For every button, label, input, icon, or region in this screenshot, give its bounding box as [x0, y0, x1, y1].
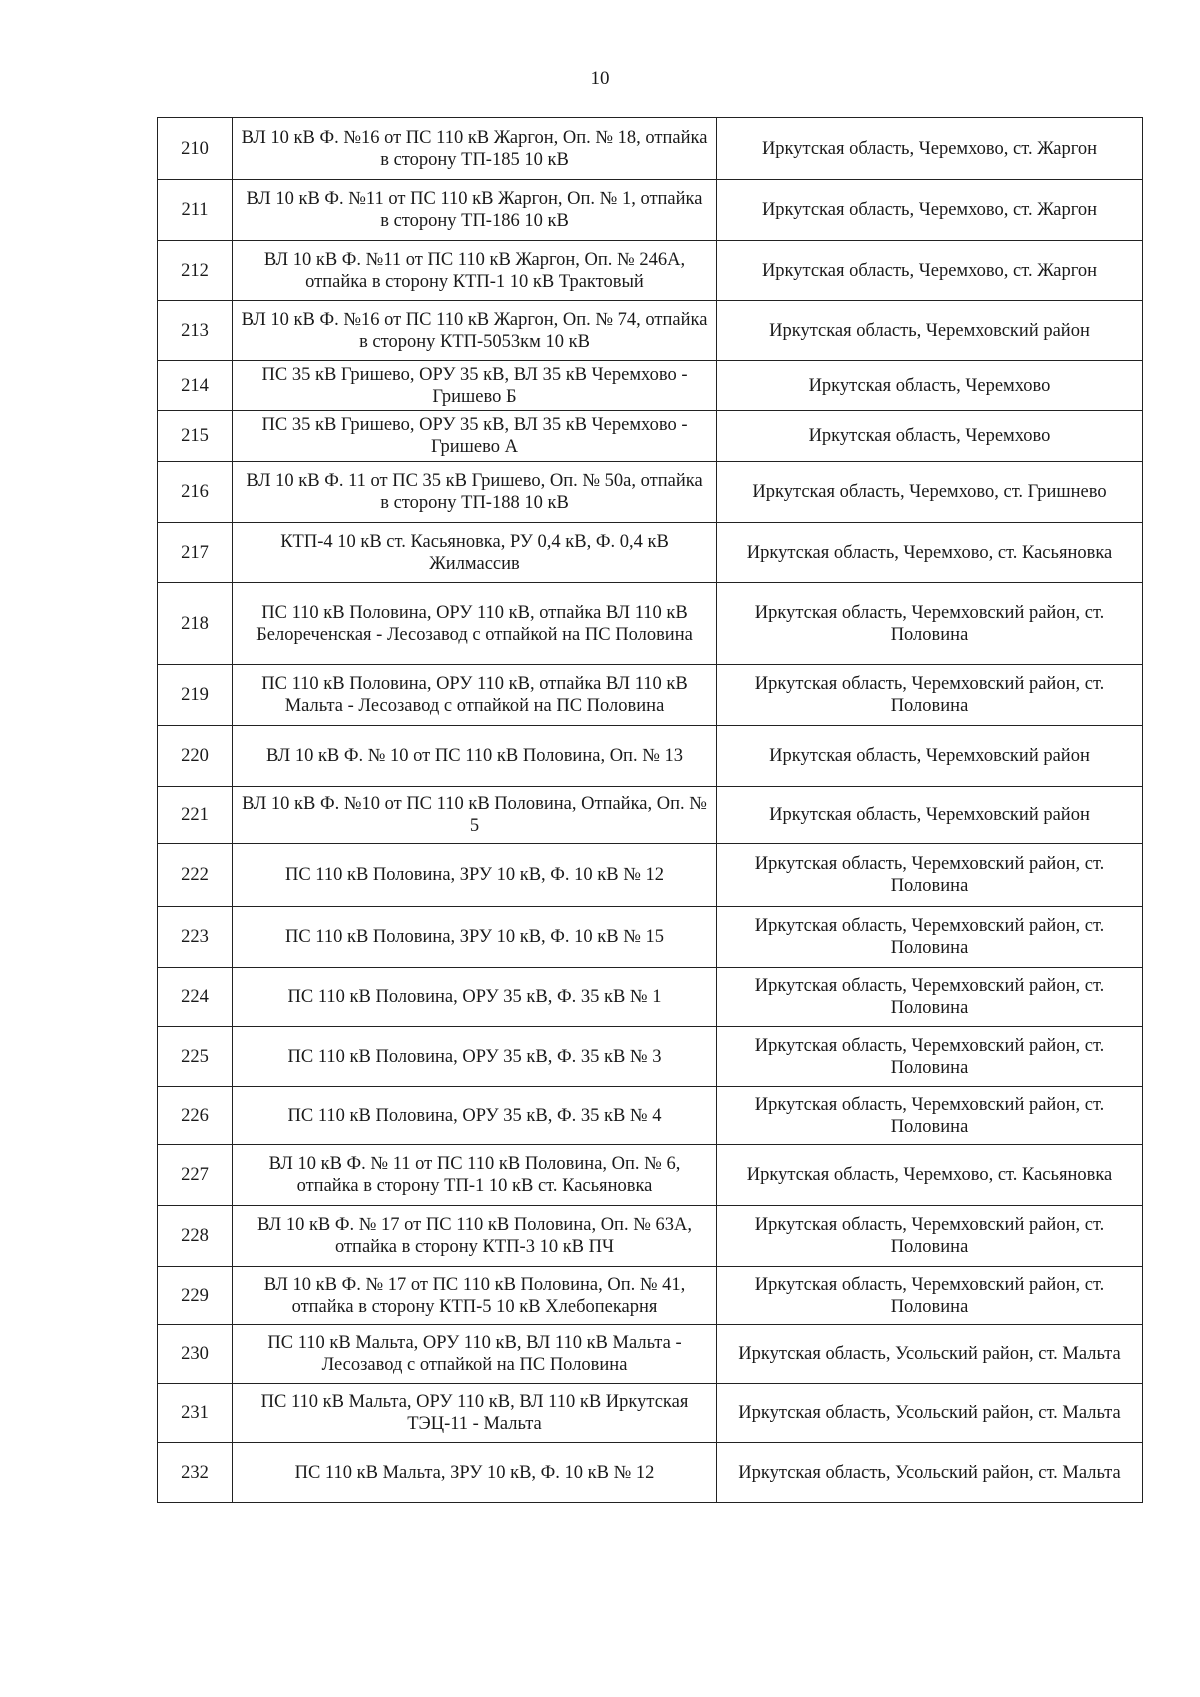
- row-number-cell: 227: [158, 1145, 233, 1206]
- location-cell: Иркутская область, Черемховский район: [717, 726, 1143, 787]
- table-row: [158, 844, 1143, 907]
- object-name-cell: ПС 110 кВ Половина, ЗРУ 10 кВ, Ф. 10 кВ № 12: [233, 844, 717, 907]
- row-number-cell: 210: [158, 118, 233, 180]
- table-row: [158, 1206, 1143, 1267]
- location-cell: Иркутская область, Черемхово, ст. Жаргон: [717, 241, 1143, 301]
- table-row: [158, 462, 1143, 523]
- table-row: [158, 787, 1143, 844]
- table-row: [158, 583, 1143, 665]
- location-cell: Иркутская область, Черемхово, ст. Гришнево: [717, 462, 1143, 523]
- object-name-cell: ПС 110 кВ Половина, ЗРУ 10 кВ, Ф. 10 кВ № 15: [233, 907, 717, 968]
- object-name-cell: ПС 110 кВ Мальта, ОРУ 110 кВ, ВЛ 110 кВ Мальта - Лесозавод с отпайкой на ПС Половина: [233, 1325, 717, 1384]
- object-name-cell: ВЛ 10 кВ Ф. №16 от ПС 110 кВ Жаргон, Оп. № 74, отпайка в сторону КТП-5053км 10 кВ: [233, 301, 717, 361]
- row-number-cell: 229: [158, 1267, 233, 1325]
- table-row: [158, 1267, 1143, 1325]
- location-cell: Иркутская область, Черемховский район, ст. Половина: [717, 1087, 1143, 1145]
- object-name-cell: ВЛ 10 кВ Ф. №16 от ПС 110 кВ Жаргон, Оп. № 18, отпайка в сторону ТП-185 10 кВ: [233, 118, 717, 180]
- location-cell: Иркутская область, Черемхово, ст. Касьяновка: [717, 1145, 1143, 1206]
- object-name-cell: ПС 110 кВ Мальта, ЗРУ 10 кВ, Ф. 10 кВ № 12: [233, 1443, 717, 1503]
- location-cell: Иркутская область, Черемховский район, ст. Половина: [717, 1206, 1143, 1267]
- table-row: [158, 361, 1143, 411]
- location-cell: Иркутская область, Черемховский район, ст. Половина: [717, 968, 1143, 1027]
- object-name-cell: ВЛ 10 кВ Ф. № 11 от ПС 110 кВ Половина, Оп. № 6, отпайка в сторону ТП-1 10 кВ ст. Касьяновка: [233, 1145, 717, 1206]
- table-row: [158, 180, 1143, 241]
- page-number: 10: [590, 68, 610, 89]
- location-cell: Иркутская область, Усольский район, ст. Мальта: [717, 1443, 1143, 1503]
- location-cell: Иркутская область, Усольский район, ст. Мальта: [717, 1384, 1143, 1443]
- object-name-cell: ПС 110 кВ Половина, ОРУ 110 кВ, отпайка ВЛ 110 кВ Белореченская - Лесозавод с отпайкой на ПС Половина: [233, 583, 717, 665]
- location-cell: Иркутская область, Черемхово, ст. Касьяновка: [717, 523, 1143, 583]
- table-row: [158, 1384, 1143, 1443]
- object-name-cell: ПС 110 кВ Половина, ОРУ 35 кВ, Ф. 35 кВ № 1: [233, 968, 717, 1027]
- location-cell: Иркутская область, Черемхово: [717, 361, 1143, 411]
- row-number-cell: 228: [158, 1206, 233, 1267]
- location-cell: Иркутская область, Черемховский район, ст. Половина: [717, 583, 1143, 665]
- object-name-cell: ВЛ 10 кВ Ф. № 17 от ПС 110 кВ Половина, Оп. № 63А, отпайка в сторону КТП-3 10 кВ ПЧ: [233, 1206, 717, 1267]
- row-number-cell: 214: [158, 361, 233, 411]
- row-number-cell: 216: [158, 462, 233, 523]
- table-row: [158, 241, 1143, 301]
- row-number-cell: 221: [158, 787, 233, 844]
- location-cell: Иркутская область, Черемховский район, ст. Половина: [717, 844, 1143, 907]
- row-number-cell: 218: [158, 583, 233, 665]
- row-number-cell: 222: [158, 844, 233, 907]
- row-number-cell: 226: [158, 1087, 233, 1145]
- object-name-cell: ПС 110 кВ Половина, ОРУ 110 кВ, отпайка ВЛ 110 кВ Мальта - Лесозавод с отпайкой на ПС Половина: [233, 665, 717, 726]
- table-row: [158, 1145, 1143, 1206]
- object-name-cell: ВЛ 10 кВ Ф. №11 от ПС 110 кВ Жаргон, Оп. № 1, отпайка в сторону ТП-186 10 кВ: [233, 180, 717, 241]
- location-cell: Иркутская область, Черемхово: [717, 411, 1143, 462]
- table-row: [158, 301, 1143, 361]
- row-number-cell: 225: [158, 1027, 233, 1087]
- row-number-cell: 211: [158, 180, 233, 241]
- row-number-cell: 213: [158, 301, 233, 361]
- object-name-cell: ПС 110 кВ Мальта, ОРУ 110 кВ, ВЛ 110 кВ Иркутская ТЭЦ-11 - Мальта: [233, 1384, 717, 1443]
- row-number-cell: 217: [158, 523, 233, 583]
- table-row: [158, 1087, 1143, 1145]
- row-number-cell: 220: [158, 726, 233, 787]
- object-name-cell: ВЛ 10 кВ Ф. 11 от ПС 35 кВ Гришево, Оп. № 50а, отпайка в сторону ТП-188 10 кВ: [233, 462, 717, 523]
- object-name-cell: ПС 35 кВ Гришево, ОРУ 35 кВ, ВЛ 35 кВ Черемхово - Гришево Б: [233, 361, 717, 411]
- row-number-cell: 223: [158, 907, 233, 968]
- row-number-cell: 230: [158, 1325, 233, 1384]
- location-cell: Иркутская область, Черемховский район, ст. Половина: [717, 907, 1143, 968]
- location-cell: Иркутская область, Черемхово, ст. Жаргон: [717, 180, 1143, 241]
- object-name-cell: КТП-4 10 кВ ст. Касьяновка, РУ 0,4 кВ, Ф. 0,4 кВ Жилмассив: [233, 523, 717, 583]
- table-body: [158, 118, 1143, 1503]
- object-name-cell: ПС 110 кВ Половина, ОРУ 35 кВ, Ф. 35 кВ № 3: [233, 1027, 717, 1087]
- location-cell: Иркутская область, Черемхово, ст. Жаргон: [717, 118, 1143, 180]
- table-row: [158, 411, 1143, 462]
- table-row: [158, 1443, 1143, 1503]
- table-row: [158, 968, 1143, 1027]
- table-row: [158, 1325, 1143, 1384]
- row-number-cell: 231: [158, 1384, 233, 1443]
- location-cell: Иркутская область, Черемховский район: [717, 787, 1143, 844]
- row-number-cell: 224: [158, 968, 233, 1027]
- table-row: [158, 665, 1143, 726]
- location-cell: Иркутская область, Черемховский район: [717, 301, 1143, 361]
- location-cell: Иркутская область, Черемховский район, ст. Половина: [717, 1267, 1143, 1325]
- object-name-cell: ВЛ 10 кВ Ф. № 10 от ПС 110 кВ Половина, Оп. № 13: [233, 726, 717, 787]
- table-row: [158, 1027, 1143, 1087]
- table-row: [158, 907, 1143, 968]
- row-number-cell: 212: [158, 241, 233, 301]
- object-name-cell: ПС 35 кВ Гришево, ОРУ 35 кВ, ВЛ 35 кВ Черемхово - Гришево А: [233, 411, 717, 462]
- location-cell: Иркутская область, Черемховский район, ст. Половина: [717, 665, 1143, 726]
- table-row: [158, 726, 1143, 787]
- objects-table: [157, 117, 1143, 1503]
- object-name-cell: ВЛ 10 кВ Ф. № 17 от ПС 110 кВ Половина, Оп. № 41, отпайка в сторону КТП-5 10 кВ Хлебопекарня: [233, 1267, 717, 1325]
- object-name-cell: ПС 110 кВ Половина, ОРУ 35 кВ, Ф. 35 кВ № 4: [233, 1087, 717, 1145]
- table-row: [158, 118, 1143, 180]
- location-cell: Иркутская область, Черемховский район, ст. Половина: [717, 1027, 1143, 1087]
- row-number-cell: 219: [158, 665, 233, 726]
- row-number-cell: 215: [158, 411, 233, 462]
- table-row: [158, 523, 1143, 583]
- object-name-cell: ВЛ 10 кВ Ф. №11 от ПС 110 кВ Жаргон, Оп. № 246А, отпайка в сторону КТП-1 10 кВ Трактовый: [233, 241, 717, 301]
- object-name-cell: ВЛ 10 кВ Ф. №10 от ПС 110 кВ Половина, Отпайка, Оп. № 5: [233, 787, 717, 844]
- location-cell: Иркутская область, Усольский район, ст. Мальта: [717, 1325, 1143, 1384]
- row-number-cell: 232: [158, 1443, 233, 1503]
